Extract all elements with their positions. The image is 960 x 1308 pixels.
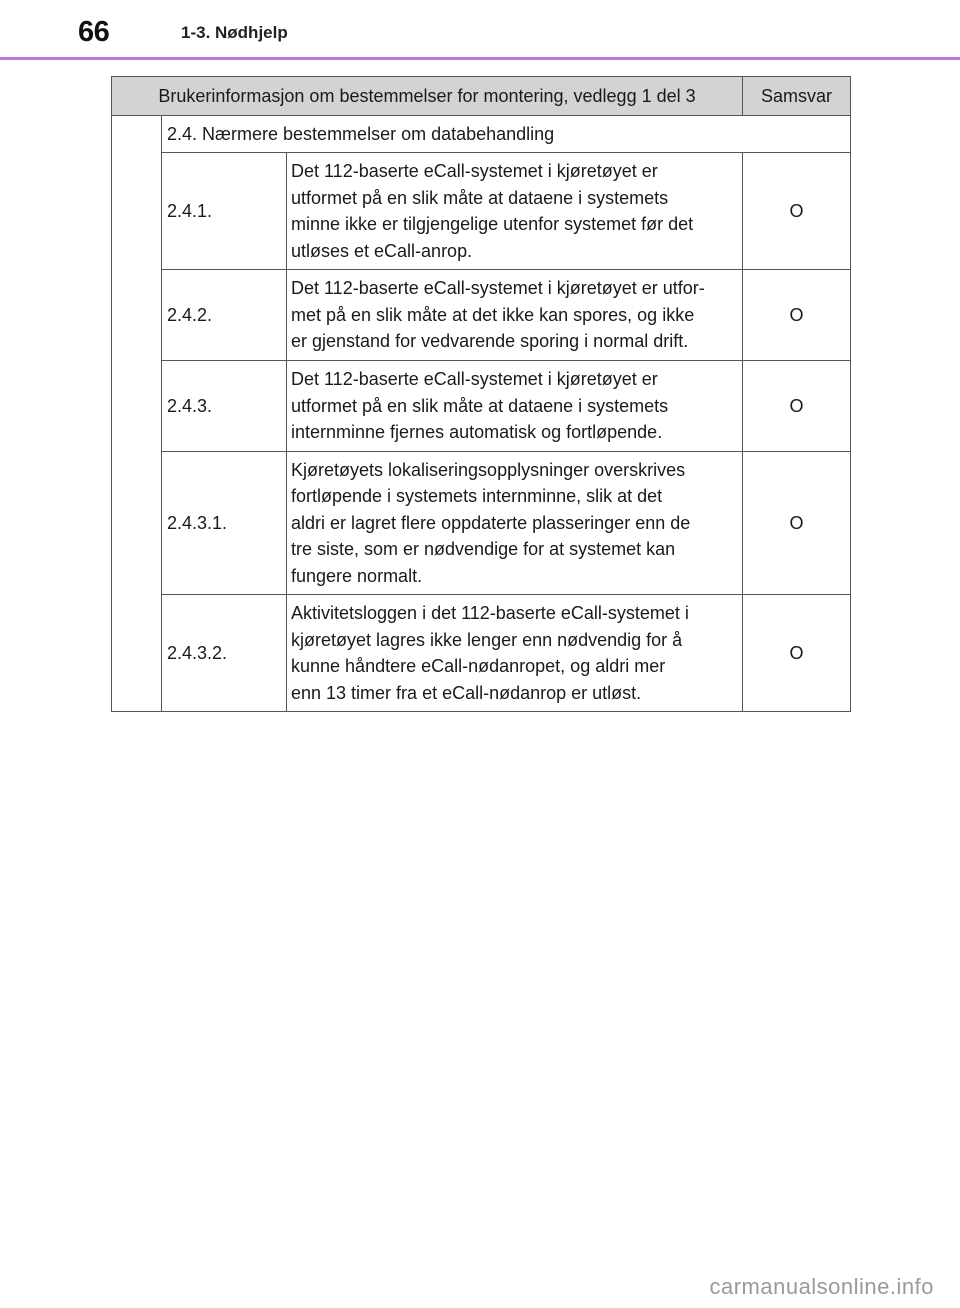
installation-info-table bbox=[111, 76, 851, 712]
table-header-row bbox=[112, 77, 851, 116]
description-line: minne ikke er tilgjengelige utenfor systemet før det bbox=[291, 214, 694, 234]
section-title: 1-3. Nødhjelp bbox=[181, 23, 288, 42]
description-line: er gjenstand for vedvarende sporing i normal drift. bbox=[291, 331, 689, 352]
table-row bbox=[112, 595, 851, 712]
subsection-title: 2.4. Nærmere bestemmelser om databehandling bbox=[162, 116, 851, 153]
description-line: kjøretøyet lagres ikke lenger enn nødvendig for å bbox=[291, 629, 683, 650]
description-line: fungere normalt. bbox=[291, 565, 423, 586]
row-number: 2.4.3.1. bbox=[162, 452, 287, 595]
description-line: met på en slik måte at det ikke kan spores, og ikke bbox=[291, 304, 695, 325]
row-description bbox=[287, 361, 743, 452]
table-row bbox=[112, 270, 851, 361]
description-line: utløses et eCall-anrop. bbox=[291, 240, 473, 261]
subsection-row bbox=[112, 116, 851, 153]
row-description bbox=[287, 153, 743, 270]
row-conformity: O bbox=[743, 361, 851, 452]
description-line: Det 112-baserte eCall-systemet i kjøretøyet er utfor- bbox=[291, 278, 705, 299]
row-number: 2.4.3.2. bbox=[162, 595, 287, 712]
row-number: 2.4.2. bbox=[162, 270, 287, 361]
watermark-text: carmanualsonline.info bbox=[709, 1274, 934, 1299]
row-conformity: O bbox=[743, 153, 851, 270]
row-number: 2.4.1. bbox=[162, 153, 287, 270]
header-main: Brukerinformasjon om bestemmelser for montering, vedlegg 1 del 3 bbox=[112, 77, 743, 116]
indent-cell bbox=[112, 116, 162, 712]
description-line: Det 112-baserte eCall-systemet i kjøretøyet er bbox=[291, 369, 658, 390]
row-description bbox=[287, 452, 743, 595]
header-divider bbox=[0, 57, 960, 60]
table-row bbox=[112, 452, 851, 595]
row-conformity: O bbox=[743, 595, 851, 712]
description-line: enn 13 timer fra et eCall-nødanrop er utløst. bbox=[291, 682, 642, 703]
table-row bbox=[112, 153, 851, 270]
description-line: fortløpende i systemets internminne, slik at det bbox=[291, 486, 663, 507]
header-conformity: Samsvar bbox=[743, 77, 851, 116]
description-line: internminne fjernes automatisk og fortløpende. bbox=[291, 422, 663, 443]
row-description bbox=[287, 270, 743, 361]
page-header bbox=[0, 0, 960, 60]
description-line: aldri er lagret flere oppdaterte plasseringer enn de bbox=[291, 512, 691, 533]
description-line: utformet på en slik måte at dataene i systemets bbox=[291, 395, 669, 416]
row-number: 2.4.3. bbox=[162, 361, 287, 452]
row-description bbox=[287, 595, 743, 712]
description-line: kunne håndtere eCall-nødanropet, og aldri mer bbox=[291, 656, 666, 676]
description-line: tre siste, som er nødvendige for at systemet kan bbox=[291, 539, 676, 560]
table-row bbox=[112, 361, 851, 452]
row-conformity: O bbox=[743, 270, 851, 361]
page-number: 66 bbox=[78, 16, 110, 48]
description-line: utformet på en slik måte at dataene i systemets bbox=[291, 187, 669, 208]
description-line: Kjøretøyets lokaliseringsopplysninger overskrives bbox=[291, 459, 686, 480]
description-line: Aktivitetsloggen i det 112-baserte eCall-systemet i bbox=[291, 603, 689, 623]
row-conformity: O bbox=[743, 452, 851, 595]
description-line: Det 112-baserte eCall-systemet i kjøretøyet er bbox=[291, 161, 658, 181]
